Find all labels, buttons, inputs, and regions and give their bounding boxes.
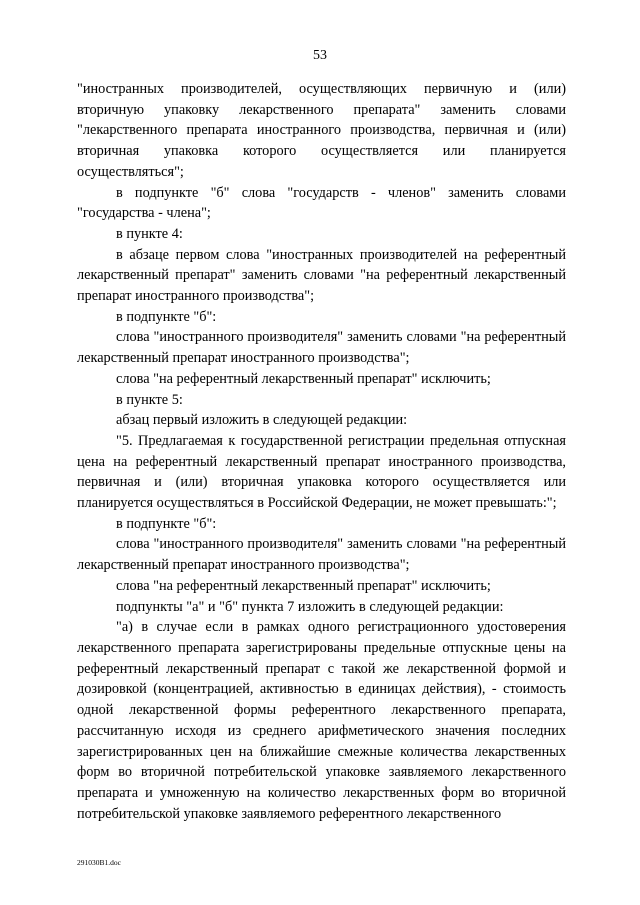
paragraph: "а) в случае если в рамках одного регистрационного удостоверения лекарственного препарата зарегистрированы предельные отпускные цены на референтный лекарственный препарат с такой же лекарственной формой и дозировкой (концентрацией, активностью в единицах действия), - стоимость одной лекарственной формы референтного лекарственного препарата, рассчитанную исходя из среднего арифметического значения последних зарегистрированных цен на ближайшие смежные количества лекарственных форм во вторичной потребительской упаковке заявляемого лекарственного препарата и умноженную на количество лекарственных форм во вторичной потребительской упаковке заявляемого референтного лекарственного — [77, 619, 566, 822]
paragraph: слова "на референтный лекарственный препарат" исключить; — [116, 577, 491, 594]
paragraph: слова "на референтный лекарственный препарат" исключить; — [116, 370, 491, 387]
paragraph: в подпункте "б": — [116, 308, 217, 325]
paragraph: в подпункте "б" слова "государств - членов" заменить словами "государства - члена"; — [77, 184, 566, 222]
paragraph: "иностранных производителей, осуществляющих первичную и (или) вторичную упаковку лекарственного препарата" заменить словами "лекарственного препарата иностранного производства, первичная и (или) вторичная упаковка которого осуществляется или планируется осуществляться"; — [77, 81, 566, 180]
paragraph: подпункты "а" и "б" пункта 7 изложить в следующей редакции: — [116, 598, 504, 615]
footer-filename: 291030B1.doc — [77, 858, 121, 867]
paragraph: "5. Предлагаемая к государственной регистрации предельная отпускная цена на референтный лекарственный препарат иностранного производства, первичная и (или) вторичная упаковка которого осуществляется или планируется осуществляться в Российской Федерации, не может превышать:"; — [77, 432, 566, 512]
paragraph: в пункте 4: — [116, 225, 183, 242]
paragraph: слова "иностранного производителя" заменить словами "на референтный лекарственный препарат иностранного производства"; — [77, 536, 566, 574]
page-number: 53 — [313, 48, 327, 63]
document-body — [77, 79, 566, 824]
paragraph: слова "иностранного производителя" заменить словами "на референтный лекарственный препарат иностранного производства"; — [77, 329, 566, 367]
paragraph: в пункте 5: — [116, 391, 183, 408]
paragraph: в абзаце первом слова "иностранных производителей на референтный лекарственный препарат" заменить словами "на референтный лекарственный препарат иностранного производства"; — [77, 246, 566, 305]
paragraph: абзац первый изложить в следующей редакции: — [116, 412, 408, 429]
paragraph: в подпункте "б": — [116, 515, 217, 532]
